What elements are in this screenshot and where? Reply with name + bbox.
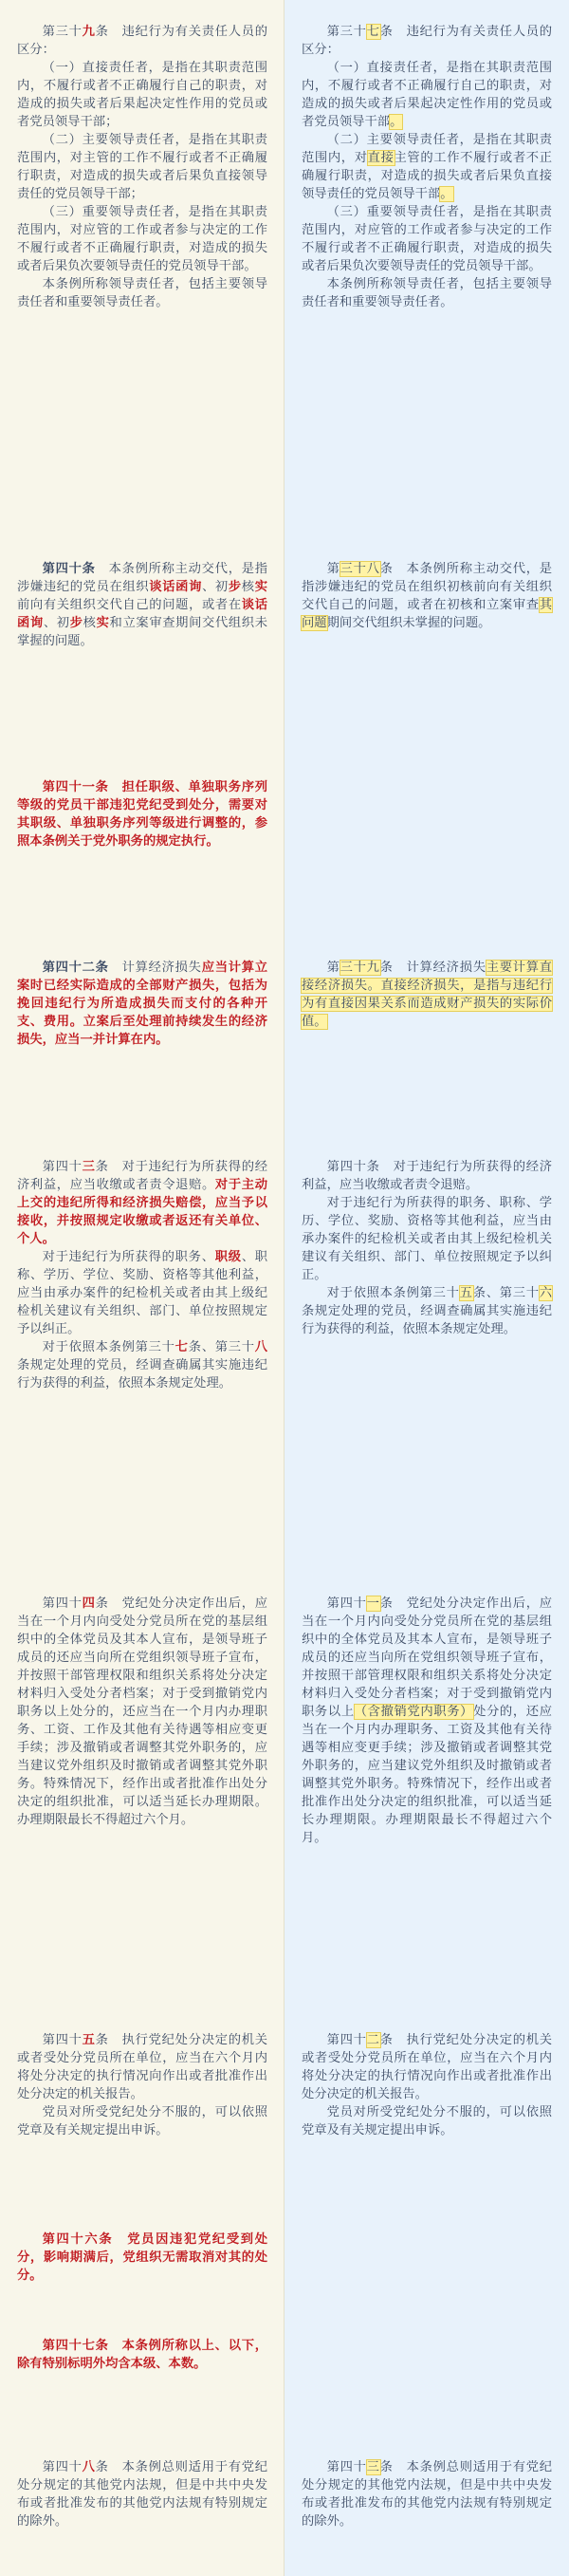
text-run: 条、第三十 <box>472 1286 540 1300</box>
text-run: 执行党纪处分决定的机关或者受处分党员所在单位，应当在六个月内将处分决定的执行情况向作出或者批准作出处分决定的机关报告。 <box>302 2033 553 2101</box>
text-run: 第四十二条 <box>42 961 109 975</box>
paragraph: （二）主要领导责任者，是指在其职责范围内，对主管的工作不履行或者不正确履行职责，对造成的损失或者后果负直接领导责任的党员领导干部； <box>17 133 267 201</box>
text-run: 、职称、学历、学位、奖励、资格等其他利益，应当由承办案件的纪检机关或者由其上级纪检机关建议有关组织、部门、单位按照规定予以纠正。 <box>17 1250 268 1336</box>
text-run: 本条例总则适用于有党纪处分规定的其他党内法规，但是中共中央发布或者批准发布的其他党内法规有特别规定的除外。 <box>302 2460 553 2529</box>
text-run: 职级 <box>214 1250 242 1264</box>
text-run: 第四十 <box>326 2033 367 2047</box>
text-run: 条 <box>379 961 394 975</box>
text-run: 本条例所称主动交代，是指涉嫌违纪的党员在组织 <box>17 562 268 594</box>
paragraph: （三）重要领导责任者，是指在其职责范围内，对应管的工作或者参与决定的工作不履行或者不正确履行职责，对造成的损失或者后果负次要领导责任的党员领导干部。 <box>17 205 267 273</box>
left-article-41 <box>17 778 267 850</box>
article-heading <box>17 23 267 59</box>
text-run: 主管的工作不履行或者不正确履行职责，对造成的损失或者后果负直接领导责任的党员领导干部 <box>302 151 553 201</box>
text-run: 对于主动上交的违纪所得和经济损失赔偿，应当予以接收，并按照规定收缴或者返还有关单位、个人。 <box>17 1178 268 1246</box>
text-run: 条 <box>379 2033 394 2047</box>
text-run: 二 <box>366 2033 380 2047</box>
paragraph: 党员对所受党纪处分不服的，可以依照党章及有关规定提出申诉。 <box>302 2105 552 2137</box>
text-run: 条 党纪处分决定作出后，应当在一个月内向受处分党员所在党的基层组织中的全体党员及其本人宣布，是领导班子成员的还应当向所在党组织领导班子宣布，并按照干部管理权限和组织关系将处分决定材料归入受处分者档案；对于受到撤销党内职务以上处分的，还应当在一个月内办理职务、工资、工作及其他有关待遇等相应变更手续；涉及撤销或者调整其党外职务的，应当建议党外组织及时撤销或者调整其党外职务。特殊情况下，经作出或者批准作出处分决定的组织批准，可以适当延长办理期限。办理期限最长不得超过六个月。 <box>17 1596 268 1827</box>
text-run: 实 <box>254 580 268 594</box>
text-run: 对于依照本条例第三十 <box>326 1286 460 1300</box>
text-run: 第四十 <box>326 2460 367 2474</box>
text-run: 期间交代组织未掌握的问题。 <box>326 616 491 630</box>
left-article-39 <box>17 23 267 311</box>
text-run: 核 <box>83 616 97 630</box>
right-article-40 <box>302 1158 552 1338</box>
text-run: 条 <box>379 1596 394 1611</box>
text-run: 主要计算直接经济损失。直接经济损失，是指与违纪行为有直接因果关系而造成财产损失的实际价值。 <box>302 961 553 1029</box>
text-run: 对于违纪行为所获得的经济利益，应当收缴或者责令退赔。 <box>302 1160 553 1192</box>
text-run: 第四十 <box>42 1160 83 1174</box>
text-run: 和立案审查期间交代组织未掌握的问题。 <box>17 616 268 648</box>
paragraph <box>302 59 552 131</box>
left-article-44 <box>17 1595 267 1829</box>
text-run: 第三十 <box>42 25 83 39</box>
text-run: 。 <box>390 115 403 129</box>
text-run: 条 执行党纪处分决定的机关或者受处分党员所在单位，应当在六个月内将处分决定的执行情况向作出或者批准作出处分决定的机关报告。 <box>17 2033 268 2101</box>
text-run: 三十九 <box>340 961 380 975</box>
article-heading <box>302 23 552 59</box>
paragraph: 第四十六条 党员因违犯党纪受到处分，影响期满后，党组织无需取消对其的处分。 <box>17 2232 267 2283</box>
text-run: 谈话函询 <box>17 598 268 630</box>
text-run: 其问题 <box>302 598 552 630</box>
text-run: 步 <box>228 580 242 594</box>
text-run: 第四十条 <box>326 1160 380 1174</box>
left-column-new-text <box>0 0 284 2576</box>
text-run: 五 <box>82 2033 96 2047</box>
text-run: （一）直接责任者，是指在其职责范围内，不履行或者不正确履行自己的职责，对造成的损失或者后果起决定性作用的党员或者党员领导干部 <box>302 61 552 129</box>
text-run: 条 <box>379 2460 394 2474</box>
paragraph <box>302 1284 552 1338</box>
text-run: 对于依照本条例第三十 <box>42 1340 175 1354</box>
text-run: 谈话函询 <box>149 580 202 594</box>
paragraph <box>17 1158 267 1248</box>
left-article-48 <box>17 2458 267 2530</box>
text-run: 一 <box>366 1596 380 1611</box>
paragraph <box>302 1595 552 1847</box>
paragraph: 对于违纪行为所获得的职务、职称、学历、学位、奖励、资格等其他利益，应当由承办案件的纪检机关或者由其上级纪检机关建议有关组织、部门、单位按照规定予以纠正。 <box>302 1196 552 1282</box>
paragraph <box>302 560 552 632</box>
text-run: 第四十 <box>42 2460 83 2474</box>
text-run: 计算经济损失 <box>108 961 202 975</box>
text-run: 第 <box>326 562 340 576</box>
text-run: 五 <box>459 1286 473 1300</box>
paragraph: （一）直接责任者，是指在其职责范围内，不履行或者不正确履行自己的职责，对造成的损失或者后果起决定性作用的党员或者党员领导干部； <box>17 61 267 129</box>
text-run: 第四十 <box>326 1596 367 1611</box>
text-run: 条 对于违纪行为所获得的经济利益，应当收缴或者责令退赔。 <box>17 1160 268 1192</box>
paragraph <box>17 1595 267 1829</box>
left-article-46 <box>17 2231 267 2285</box>
text-run: 条 违纪行为有关责任人员的区分： <box>302 25 553 57</box>
paragraph <box>17 2458 267 2530</box>
paragraph <box>302 959 552 1031</box>
text-run: 步 <box>69 616 83 630</box>
paragraph: 本条例所称领导责任者，包括主要领导责任者和重要领导责任者。 <box>302 277 552 309</box>
left-article-47 <box>17 2337 267 2373</box>
text-run: （含撤销党内职务） <box>354 1705 474 1719</box>
paragraph <box>17 560 267 650</box>
paragraph: （三）重要领导责任者，是指在其职责范围内，对应管的工作或者参与决定的工作不履行或者不正确履行职责，对造成的损失或者后果负次要领导责任的党员领导干部。 <box>302 205 552 273</box>
text-run: 。 <box>440 187 453 201</box>
paragraph: 第四十一条 担任职级、单独职务序列等级的党员干部违犯党纪受到处分，需要对其职级、单独职务序列等级进行调整的，参照本条例关于党外职务的规定执行。 <box>17 780 267 849</box>
text-run: 应当计算立案时已经实际造成的全部财产损失，包括为挽回违纪行为所造成损失而支付的各种开支、费用。立案后至处理前持续发生的经济损失，应当一并计算在内。 <box>17 961 268 1047</box>
text-run: 第四十 <box>42 1596 83 1611</box>
paragraph <box>17 1248 267 1338</box>
text-run: 四 <box>82 1596 96 1611</box>
text-run: 条、第三十 <box>188 1340 255 1354</box>
text-run: 三 <box>82 1160 96 1174</box>
text-run: 三 <box>366 2460 380 2474</box>
text-run: 、初 <box>202 580 229 594</box>
text-run: 第四十 <box>42 2033 83 2047</box>
text-run: 前向有关组织交代自己的问题，或者在 <box>17 598 242 612</box>
text-run: 核 <box>241 580 255 594</box>
paragraph <box>302 2031 552 2103</box>
paragraph <box>17 2031 267 2103</box>
text-run: 对于违纪行为所获得的职务、 <box>42 1250 215 1264</box>
right-article-38 <box>302 560 552 632</box>
paragraph: 本条例所称领导责任者，包括主要领导责任者和重要领导责任者。 <box>17 277 267 309</box>
paragraph: 党员对所受党纪处分不服的，可以依照党章及有关规定提出申诉。 <box>17 2105 267 2137</box>
text-run: 条 违纪行为有关责任人员的区分： <box>17 25 268 57</box>
left-article-43 <box>17 1158 267 1392</box>
text-run: 处分的，还应当在一个月内办理职务、工资及其他有关待遇等相应变更手续；涉及撤销或者调整其党外职务的，应当建议党外组织及时撤销或者调整其党外职务。特殊情况下，经作出或者批准作出处分决定的组织批准，可以适当延长办理期限。办理期限最长不得超过六个月。 <box>302 1705 553 1845</box>
paragraph <box>302 131 552 203</box>
text-run: 第 <box>326 961 340 975</box>
right-article-39 <box>302 959 552 1031</box>
paragraph <box>17 959 267 1049</box>
right-article-41 <box>302 1595 552 1847</box>
text-run: 条 本条例总则适用于有党纪处分规定的其他党内法规，但是中共中央发布或者批准发布的其他党内法规有特别规定的除外。 <box>17 2460 268 2529</box>
text-run: 计算经济损失 <box>393 961 486 975</box>
text-run: 本条例所称主动交代，是指涉嫌违纪的党员在组织初核前向有关组织交代自己的问题，或者在初核和立案审查 <box>302 562 553 612</box>
changed-number: 九 <box>82 25 96 39</box>
text-run: 六 <box>539 1286 553 1300</box>
text-run: 、初 <box>43 616 70 630</box>
right-article-37 <box>302 23 552 311</box>
text-run: 条 <box>379 562 394 576</box>
right-article-43 <box>302 2458 552 2530</box>
text-run: 直接 <box>367 151 395 165</box>
text-run: 八 <box>82 2460 96 2474</box>
text-run: 第四十条 <box>42 562 96 576</box>
text-run: （二）主要领导责任者，是指在其职责范围内，对 <box>302 133 552 165</box>
right-column-old-text <box>284 0 569 2576</box>
left-article-42 <box>17 959 267 1049</box>
paragraph <box>302 2458 552 2530</box>
right-article-42 <box>302 2031 552 2139</box>
highlighted-number: 七 <box>366 25 380 39</box>
text-run: 条规定处理的党员，经调查确属其实施违纪行为获得的利益，依照本条规定处理。 <box>302 1304 552 1336</box>
paragraph <box>17 1338 267 1392</box>
left-article-45 <box>17 2031 267 2139</box>
text-run: 三十八 <box>340 562 380 576</box>
text-run: 第三十 <box>326 25 367 39</box>
paragraph <box>302 1158 552 1194</box>
left-article-40 <box>17 560 267 650</box>
text-run: 实 <box>96 616 110 630</box>
text-run: 条规定处理的党员，经调查确属其实施违纪行为获得的利益，依照本条规定处理。 <box>17 1358 267 1391</box>
paragraph: 第四十七条 本条例所称以上、以下，除有特别标明外均含本级、本数。 <box>17 2339 267 2371</box>
text-run: 党纪处分决定作出后，应当在一个月内向受处分党员所在党的基层组织中的全体党员及其本人宣布，是领导班子成员的还应当向所在党组织领导班子宣布，并按照干部管理权限和组织关系将处分决定材料归入受处分者档案；对于受到撤销党内职务以上 <box>302 1596 553 1719</box>
text-run: 八 <box>254 1340 268 1354</box>
text-run: 七 <box>174 1340 189 1354</box>
